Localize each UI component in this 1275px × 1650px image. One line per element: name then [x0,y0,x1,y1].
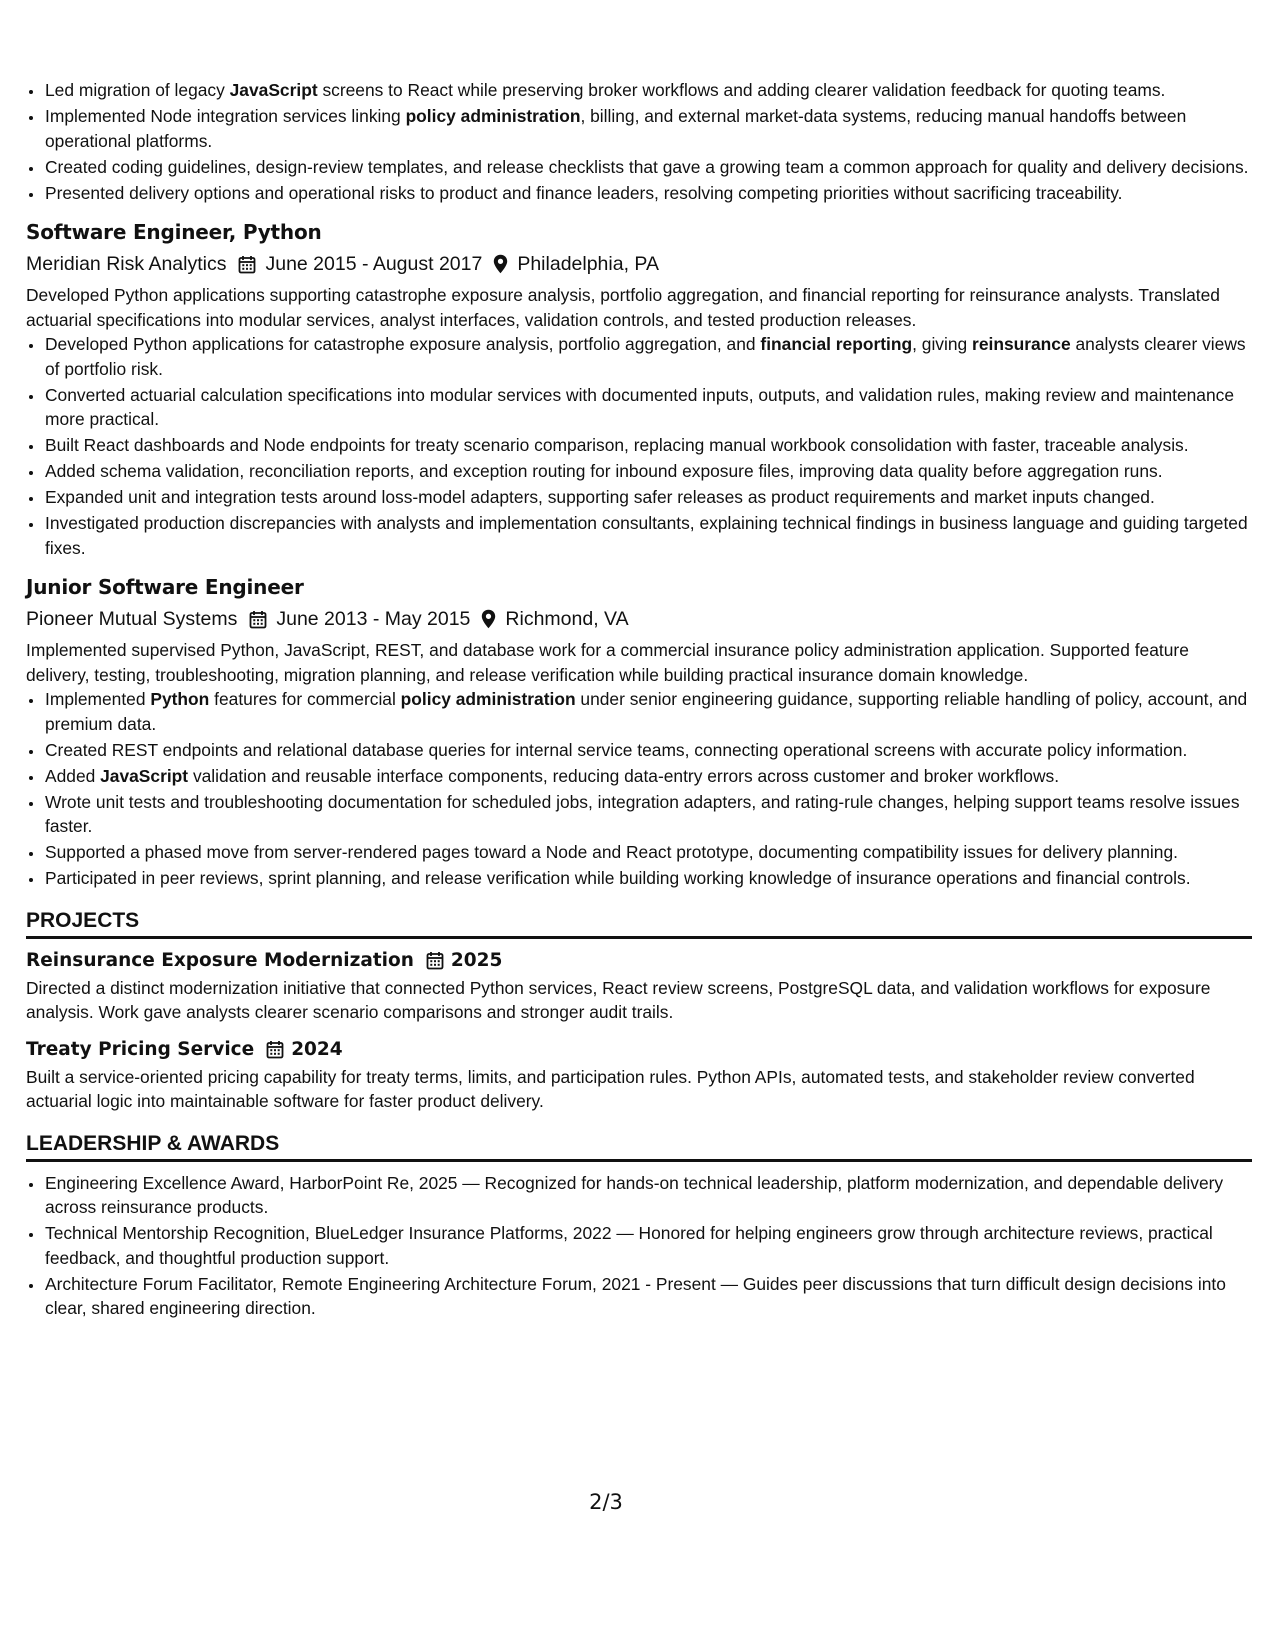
leadership-heading: LEADERSHIP & AWARDS [26,1130,1252,1162]
resume-page [26,78,1252,1322]
calendar-icon [249,610,267,629]
job-title: Software Engineer, Python [26,220,322,244]
bullet-item: • Created REST endpoints and relational database queries for internal service teams, connecting operational screens with accurate policy information. [44,738,1252,763]
calendar-icon [238,255,256,274]
bullet-item: • Added JavaScript validation and reusable interface components, reducing data-entry errors across customer and broker workflows. [44,764,1252,789]
intro-bullet-list [26,78,1252,205]
emphasis-text: Python [150,689,210,709]
job-entry [26,219,1252,560]
project-entry [26,948,1252,1025]
bullet-item: • Converted actuarial calculation specifications into modular services with documented inputs, outputs, and validation rules, making review and maintenance more practical. [44,383,1252,432]
job-dates: June 2015 - August 2017 [265,253,483,275]
project-title-row [26,1037,1252,1062]
project-title-row [26,948,1252,973]
bullet-item: • Wrote unit tests and troubleshooting documentation for scheduled jobs, integration adapters, and rating-rule changes, helping support teams resolve issues faster. [44,790,1252,839]
project-description: Built a service-oriented pricing capability for treaty terms, limits, and participation rules. Python APIs, automated tests, and stakeholder review converted actuarial logic into maintainable software for faster product delivery. [26,1066,1195,1111]
job-summary: Implemented supervised Python, JavaScript, REST, and database work for a commercial insurance policy administration application. Supported feature delivery, testing, troubleshooting, migration planning, and release verification while building practical insurance domain knowledge. [26,640,1189,685]
bullet-item: • Participated in peer reviews, sprint planning, and release verification while building working knowledge of insurance operations and financial controls. [44,866,1252,891]
emphasis-text: policy administration [405,106,581,126]
projects-heading: PROJECTS [26,907,1252,939]
job-bullet-list [26,332,1252,560]
job-bullet-list [26,687,1252,891]
emphasis-text: financial reporting [760,334,913,354]
company-name: Pioneer Mutual Systems [26,608,238,630]
calendar-icon [426,951,444,970]
job-location: Richmond, VA [505,608,629,630]
job-meta [26,606,1252,632]
bullet-item: • Engineering Excellence Award, HarborPoint Re, 2025 — Recognized for hands-on technical leadership, platform modernization, and dependable delivery across reinsurance products. [44,1171,1252,1220]
bullet-item: • Implemented Python features for commercial policy administration under senior engineering guidance, supporting reliable handling of policy, account, and premium data. [44,687,1252,736]
bullet-item: • Led migration of legacy JavaScript screens to React while preserving broker workflows and adding clearer validation feedback for quoting teams. [44,78,1252,103]
map-pin-icon [493,254,508,274]
job-title: Junior Software Engineer [26,575,304,599]
bullet-item: • Supported a phased move from server-rendered pages toward a Node and React prototype, documenting compatibility issues for delivery planning. [44,840,1252,865]
emphasis-text: reinsurance [972,334,1071,354]
job-meta [26,251,1252,277]
project-title: Reinsurance Exposure Modernization [26,949,414,971]
project-year: 2025 [450,949,503,971]
emphasis-text: policy administration [400,689,576,709]
job-location: Philadelphia, PA [517,253,659,275]
project-year: 2024 [291,1038,343,1060]
bullet-item: • Created coding guidelines, design-review templates, and release checklists that gave a growing team a common approach for quality and delivery decisions. [44,155,1252,180]
bullet-item: • Developed Python applications for catastrophe exposure analysis, portfolio aggregation, and financial reporting, giving reinsurance analysts clearer views of portfolio risk. [44,332,1252,381]
job-dates: June 2013 - May 2015 [276,608,471,630]
project-entry [26,1037,1252,1114]
map-pin-icon [481,609,496,629]
company-name: Meridian Risk Analytics [26,253,227,275]
emphasis-text: JavaScript [229,80,318,100]
leadership-bullet-list [26,1171,1252,1321]
bullet-item: • Built React dashboards and Node endpoints for treaty scenario comparison, replacing manual workbook consolidation with faster, traceable analysis. [44,433,1252,458]
bullet-item: • Investigated production discrepancies with analysts and implementation consultants, explaining technical findings in business language and guiding targeted fixes. [44,511,1252,560]
project-title: Treaty Pricing Service [26,1038,255,1060]
bullet-item: • Added schema validation, reconciliation reports, and exception routing for inbound exposure files, improving data quality before aggregation runs. [44,459,1252,484]
bullet-item: • Expanded unit and integration tests around loss-model adapters, supporting safer releases as product requirements and market inputs changed. [44,485,1252,510]
calendar-icon [266,1040,284,1059]
bullet-item: • Architecture Forum Facilitator, Remote Engineering Architecture Forum, 2021 - Present — Guides peer discussions that turn difficult design decisions into clear, shared engineering direction. [44,1272,1252,1321]
job-entry [26,574,1252,891]
bullet-item: • Implemented Node integration services linking policy administration, billing, and external market-data systems, reducing manual handoffs between operational platforms. [44,104,1252,153]
project-description: Directed a distinct modernization initiative that connected Python services, React review screens, PostgreSQL data, and validation workflows for exposure analysis. Work gave analysts clearer scenario comparisons and stronger audit trails. [26,977,1211,1022]
bullet-item: • Presented delivery options and operational risks to product and finance leaders, resolving competing priorities without sacrificing traceability. [44,181,1252,206]
bullet-item: • Technical Mentorship Recognition, BlueLedger Insurance Platforms, 2022 — Honored for helping engineers grow through architecture reviews, practical feedback, and thoughtful production support. [44,1221,1252,1270]
page-number: 2/3 [589,1490,623,1514]
emphasis-text: JavaScript [100,765,189,786]
job-summary: Developed Python applications supporting catastrophe exposure analysis, portfolio aggregation, and financial reporting for reinsurance analysts. Translated actuarial specifications into modular services, analyst interfaces, validation controls, and tested production releases. [26,285,1220,330]
